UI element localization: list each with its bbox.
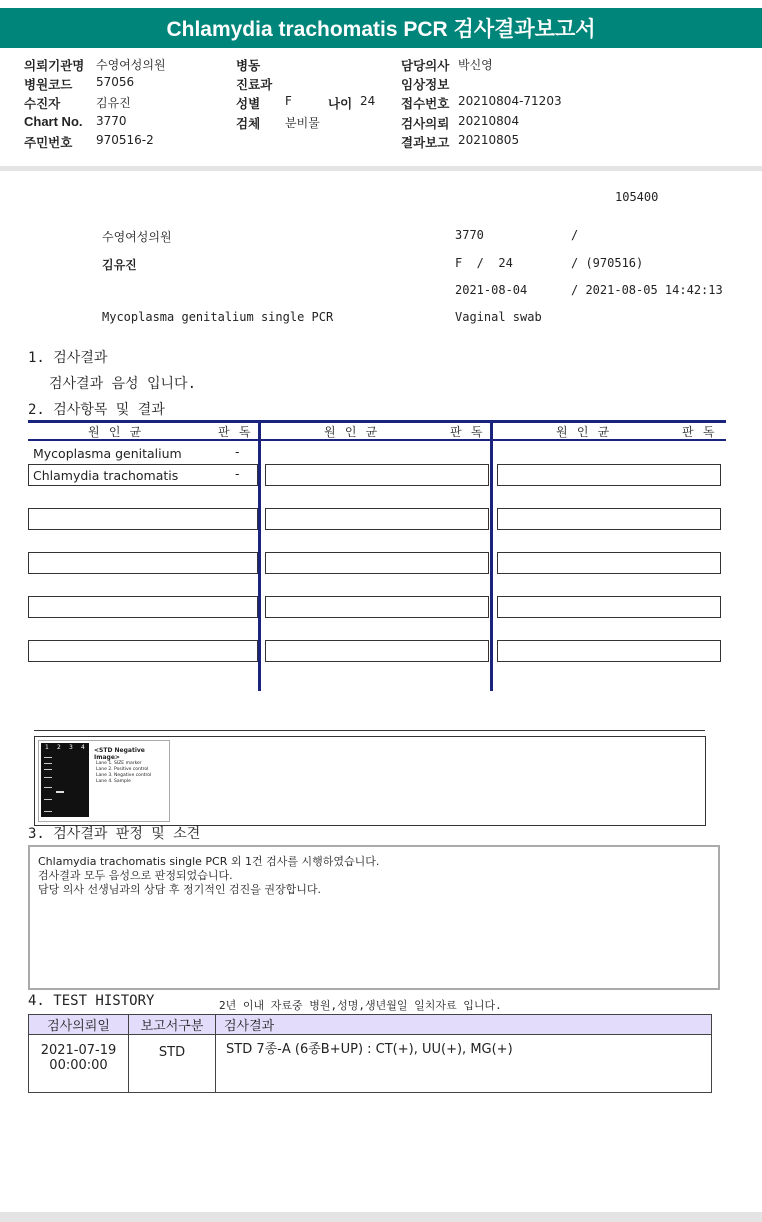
result-cell	[497, 640, 721, 662]
result-cell	[28, 508, 258, 530]
gel-lane-4: 4	[81, 744, 85, 751]
history-time: 00:00:00	[49, 1058, 108, 1073]
col1-header-pathogen: 원 인 균	[88, 425, 143, 439]
label-chart-no: Chart No.	[24, 114, 83, 129]
history-header-type: 보고서구분	[129, 1015, 216, 1035]
history-table	[28, 1014, 712, 1093]
result-cell	[265, 552, 489, 574]
gel-band	[44, 799, 52, 800]
value-patient: 김유진	[96, 96, 131, 110]
report-birth: / (970516)	[571, 256, 644, 270]
results-grid	[28, 420, 726, 692]
report-slash: /	[571, 228, 579, 242]
label-clinic: 의뢰기관명	[24, 58, 85, 73]
result-cell	[28, 552, 258, 574]
report-sex-age: F / 24	[455, 256, 513, 270]
section4-note: 2년 이내 자료중 병원,성명,생년월일 일치자료 입니다.	[219, 999, 502, 1012]
history-header-row	[29, 1015, 712, 1035]
gel-top-line	[34, 730, 705, 731]
result-cell	[497, 464, 721, 486]
report-specimen: Vaginal swab	[455, 310, 542, 324]
history-result: STD 7종-A (6종B+UP) : CT(+), UU(+), MG(+)	[216, 1035, 712, 1093]
value-receipt-no: 20210804-71203	[458, 94, 562, 108]
gel-lane-1: 1	[45, 744, 49, 751]
gel-band	[44, 769, 52, 770]
result-cell	[265, 464, 489, 486]
value-clinic: 수영여성의원	[96, 58, 166, 72]
result-cell	[28, 596, 258, 618]
page-bottom-bar	[0, 1212, 762, 1222]
label-patient: 수진자	[24, 96, 61, 111]
value-hospital-code: 57056	[96, 75, 135, 89]
result-cell	[497, 596, 721, 618]
label-ward: 병동	[236, 58, 261, 73]
label-receipt-no: 접수번호	[401, 96, 450, 111]
grid-divider-2	[490, 420, 493, 691]
gel-legend-2: Lane 2. Positive control	[96, 767, 149, 772]
value-specimen: 분비물	[285, 116, 320, 130]
gel-lane-2: 2	[57, 744, 61, 751]
report-code: 105400	[615, 190, 659, 204]
col2-header-judge: 판 독	[450, 425, 484, 439]
gel-band	[44, 787, 52, 788]
value-sex: F	[285, 94, 292, 108]
gel-legend-1: Lane 1. SIZE marker	[96, 761, 142, 766]
section2-title: 2. 검사항목 및 결과	[28, 402, 165, 418]
result-cell	[265, 640, 489, 662]
history-date: 2021-07-19	[40, 1043, 117, 1058]
section1-text: 검사결과 음성 입니다.	[49, 376, 197, 392]
col1-header-judge: 판 독	[218, 425, 252, 439]
gel-lane-3: 3	[69, 744, 73, 751]
section1-title: 1. 검사결과	[28, 350, 108, 366]
label-doctor: 담당의사	[401, 58, 450, 73]
result-name-0: Mycoplasma genitalium	[33, 446, 182, 461]
history-type: STD	[129, 1035, 216, 1093]
label-clinical-info: 임상정보	[401, 77, 450, 92]
history-date-cell	[29, 1035, 129, 1093]
opinion-box	[28, 845, 720, 990]
value-doctor: 박신영	[458, 58, 493, 72]
label-resident-no: 주민번호	[24, 135, 73, 150]
report-test-name: Mycoplasma genitalium single PCR	[102, 310, 334, 324]
value-report-date: 20210805	[458, 133, 520, 147]
gel-image	[38, 740, 170, 822]
gel-legend-3: Lane 3. Negative control	[96, 773, 152, 778]
label-report-date: 결과보고	[401, 135, 450, 150]
label-department: 진료과	[236, 77, 273, 92]
label-request-date: 검사의뢰	[401, 116, 450, 131]
opinion-line-1: Chlamydia trachomatis single PCR 외 1건 검사를 시행하였습니다.	[38, 855, 380, 868]
label-sex: 성별	[236, 96, 261, 111]
result-value-1: -	[235, 466, 240, 481]
table-row	[29, 1035, 712, 1093]
col2-header-pathogen: 원 인 균	[324, 425, 379, 439]
value-request-date: 20210804	[458, 114, 520, 128]
gel-title: <STD Negative Image>	[94, 747, 145, 761]
section4-title: 4. TEST HISTORY	[28, 993, 155, 1009]
report-name: 김유진	[102, 258, 137, 272]
value-age: 24	[360, 94, 376, 108]
gel-band	[44, 763, 52, 764]
report-chart: 3770	[455, 228, 484, 242]
section3-title: 3. 검사결과 판정 및 소견	[28, 826, 201, 842]
history-header-date: 검사의뢰일	[29, 1015, 129, 1035]
separator	[0, 166, 762, 171]
result-cell	[28, 640, 258, 662]
gel-band	[44, 777, 52, 778]
value-resident-no: 970516-2	[96, 133, 154, 147]
col3-header-pathogen: 원 인 균	[556, 425, 611, 439]
col3-header-judge: 판 독	[682, 425, 716, 439]
grid-divider-1	[258, 420, 261, 691]
result-cell	[497, 508, 721, 530]
report-title: Chlamydia trachomatis PCR 검사결과보고서	[0, 8, 762, 48]
report-datetime: / 2021-08-05 14:42:13	[571, 283, 723, 297]
result-value-0: -	[235, 444, 240, 459]
opinion-line-2: 검사결과 모두 음성으로 판정되었습니다.	[38, 869, 233, 882]
result-cell	[265, 508, 489, 530]
gel-band	[44, 757, 52, 758]
report-hospital: 수영여성의원	[102, 230, 172, 244]
result-cell	[265, 596, 489, 618]
history-header-result: 검사결과	[216, 1015, 712, 1035]
value-chart-no: 3770	[96, 114, 127, 128]
label-specimen: 검체	[236, 116, 261, 131]
gel-strip	[41, 743, 89, 817]
result-cell	[497, 552, 721, 574]
gel-band	[56, 791, 64, 793]
patient-info	[24, 56, 744, 156]
label-age: 나이	[328, 96, 353, 111]
label-hospital-code: 병원코드	[24, 77, 73, 92]
opinion-line-3: 담당 의사 선생님과의 상담 후 정기적인 검진을 권장합니다.	[38, 883, 321, 896]
report-request-date: 2021-08-04	[455, 283, 528, 297]
result-name-1: Chlamydia trachomatis	[33, 468, 179, 483]
gel-legend-4: Lane 4. Sample	[96, 779, 131, 784]
gel-band	[44, 811, 52, 812]
